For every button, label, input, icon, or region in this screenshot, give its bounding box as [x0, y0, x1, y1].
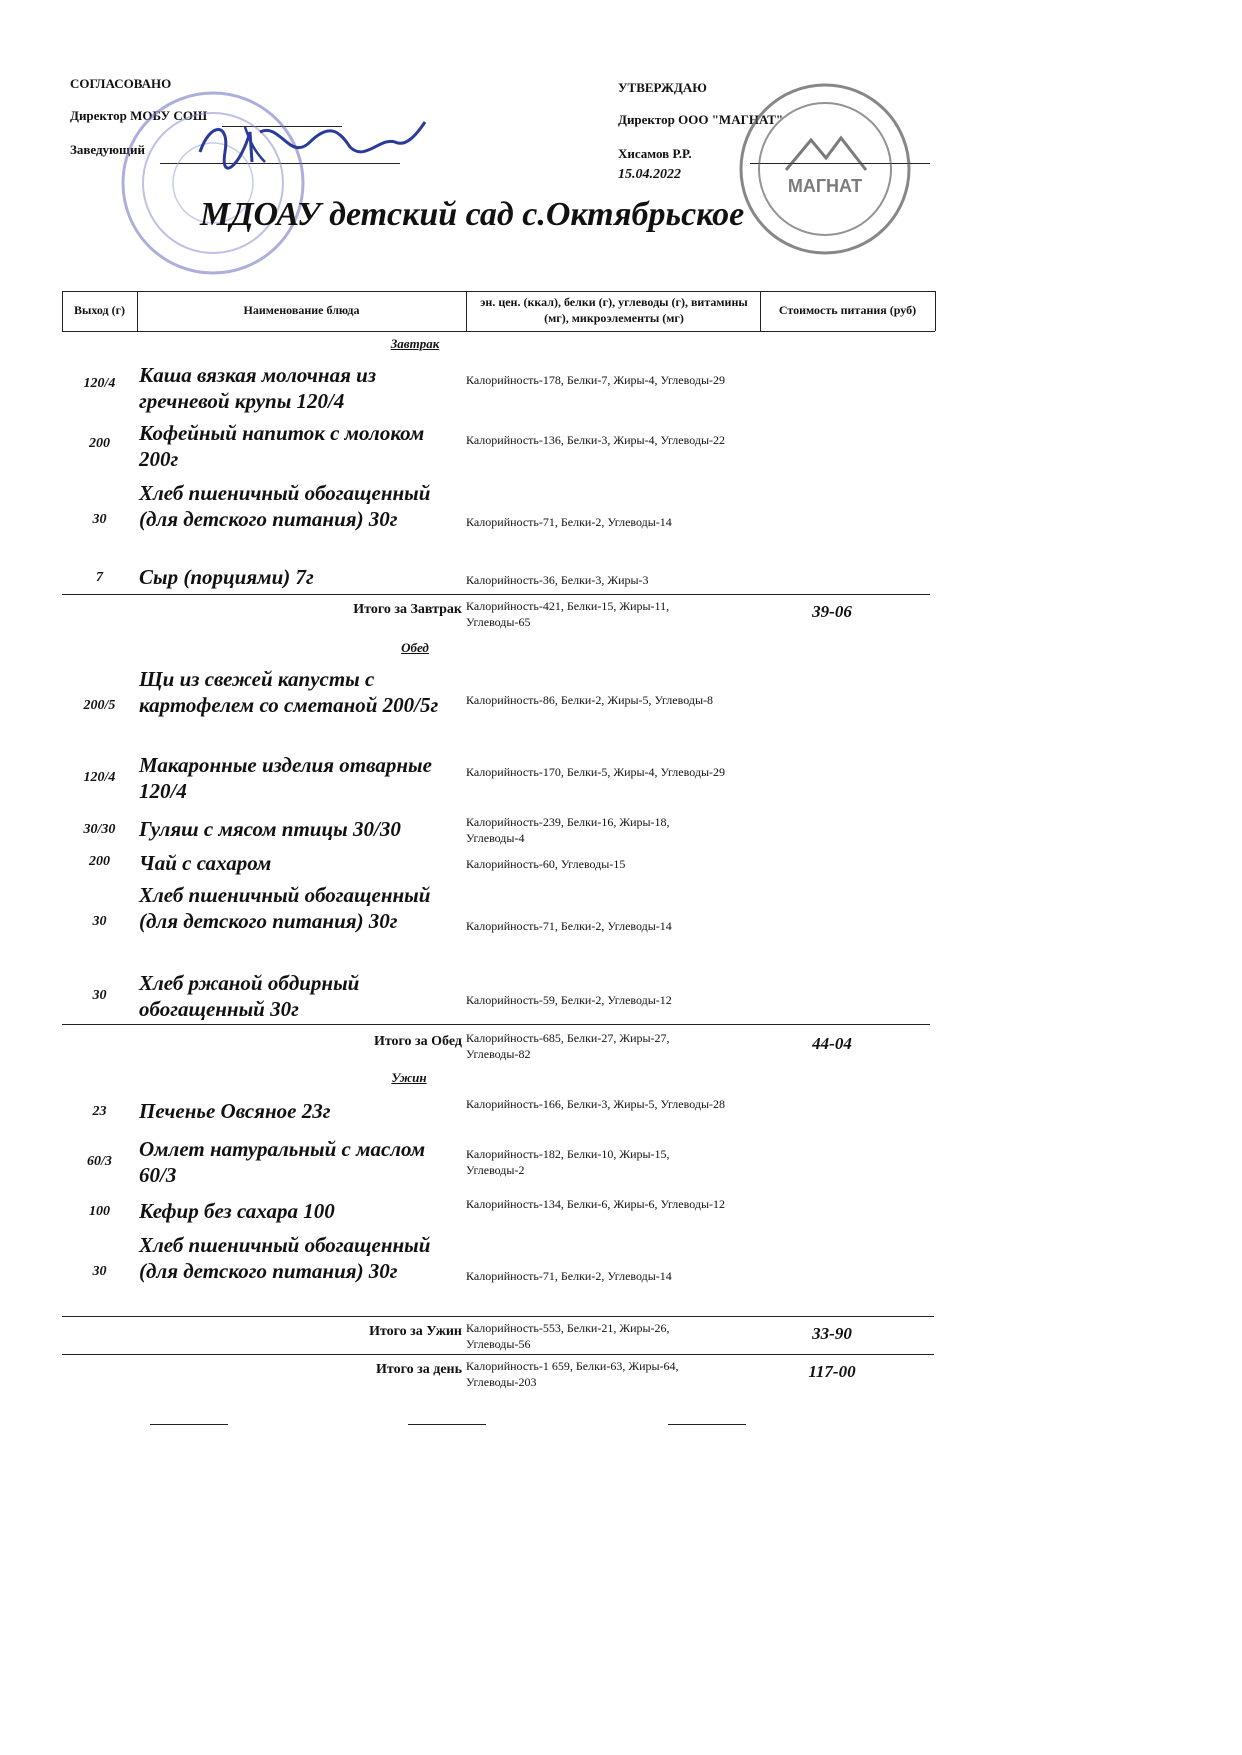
dish-cell: Каша вязкая молочная из гречневой крупы 120/4 — [139, 363, 377, 413]
nutrition-cell: Калорийность-136, Белки-3, Жиры-4, Углеводы-22 — [466, 433, 726, 447]
total-nutrition: Калорийность-421, Белки-15, Жиры-11, Углеводы-65 — [466, 599, 670, 629]
dish-cell: Макаронные изделия отварные 120/4 — [139, 753, 432, 803]
divider — [62, 594, 930, 595]
col-output-header: Выход (г) — [73, 303, 126, 318]
school-director-label: Директор МОБУ СОШ — [70, 108, 208, 123]
dish-cell: Хлеб пшеничный обогащенный (для детского питания) 30г — [139, 481, 431, 531]
approval-date: 15.04.2022 — [618, 167, 681, 182]
output-cell: 200 — [89, 436, 110, 451]
output-cell: 23 — [92, 1104, 107, 1119]
nutrition-cell: Калорийность-166, Белки-3, Жиры-5, Углеводы-28 — [466, 1097, 726, 1111]
col-cost-header: Стоимость питания (руб) — [778, 303, 917, 318]
day-total-cost: 117-00 — [808, 1362, 856, 1381]
divider — [62, 1024, 930, 1025]
output-cell: 7 — [96, 570, 103, 585]
total-label: Итого за Ужин — [369, 1324, 462, 1339]
signature-line — [668, 1424, 746, 1425]
day-total-label: Итого за день — [376, 1362, 462, 1377]
dish-cell: Чай с сахаром — [139, 851, 272, 875]
day-total-nutrition: Калорийность-1 659, Белки-63, Жиры-64, Углеводы-203 — [466, 1359, 679, 1389]
head-label: Заведующий — [70, 142, 145, 157]
dish-cell: Кофейный напиток с молоком 200г — [139, 421, 425, 471]
total-cost: 33-90 — [812, 1324, 852, 1343]
section-lunch-title: Обед — [401, 640, 429, 655]
total-label: Итого за Завтрак — [353, 602, 462, 617]
nutrition-cell: Калорийность-178, Белки-7, Жиры-4, Углеводы-29 — [466, 373, 726, 387]
output-cell: 120/4 — [83, 376, 116, 391]
director-name: Хисамов Р.Р. — [618, 146, 692, 161]
section-dinner-title: Ужин — [391, 1070, 427, 1085]
output-cell: 30 — [92, 512, 107, 527]
company-stamp-icon — [736, 80, 914, 258]
stamp-text: МАГНАТ — [787, 176, 863, 196]
company-director-label: Директор ООО "МАГНАТ" — [618, 112, 784, 127]
approve-label: УТВЕРЖДАЮ — [618, 80, 707, 95]
total-label: Итого за Обед — [373, 1034, 462, 1049]
output-cell: 30 — [92, 914, 107, 929]
nutrition-cell: Калорийность-59, Белки-2, Углеводы-12 — [466, 993, 672, 1007]
total-cost: 44-04 — [812, 1034, 852, 1053]
output-cell: 60/3 — [87, 1154, 112, 1169]
dish-cell: Печенье Овсяное 23г — [139, 1099, 331, 1123]
page-title: МДОАУ детский сад с.Октябрьское — [200, 196, 745, 233]
signature-line — [408, 1424, 486, 1425]
output-cell: 200 — [89, 854, 110, 869]
signature-line — [150, 1424, 228, 1425]
nutrition-cell: Калорийность-170, Белки-5, Жиры-4, Углеводы-29 — [466, 765, 726, 779]
total-cost: 39-06 — [812, 602, 852, 621]
total-nutrition: Калорийность-553, Белки-21, Жиры-26, Углеводы-56 — [466, 1321, 670, 1351]
nutrition-cell: Калорийность-239, Белки-16, Жиры-18, Углеводы-4 — [466, 815, 670, 845]
col-dish-header: Наименование блюда — [243, 303, 360, 318]
nutrition-cell: Калорийность-182, Белки-10, Жиры-15, Углеводы-2 — [466, 1147, 670, 1177]
output-cell: 100 — [89, 1204, 110, 1219]
output-cell: 30/30 — [83, 822, 116, 837]
dish-cell: Сыр (порциями) 7г — [139, 565, 314, 589]
dish-cell: Гуляш с мясом птицы 30/30 — [139, 817, 401, 841]
output-cell: 30 — [92, 1264, 107, 1279]
divider — [62, 1354, 934, 1355]
output-cell: 30 — [92, 988, 107, 1003]
handwritten-signature-icon — [190, 112, 430, 172]
total-nutrition: Калорийность-685, Белки-27, Жиры-27, Углеводы-82 — [466, 1031, 670, 1061]
section-breakfast-title: Завтрак — [390, 336, 440, 351]
nutrition-cell: Калорийность-71, Белки-2, Углеводы-14 — [466, 515, 672, 529]
nutrition-cell: Калорийность-60, Углеводы-15 — [466, 857, 626, 871]
dish-cell: Кефир без сахара 100 — [139, 1199, 335, 1223]
dish-cell: Хлеб ржаной обдирный обогащенный 30г — [139, 971, 360, 1021]
dish-cell: Хлеб пшеничный обогащенный (для детского питания) 30г — [139, 883, 431, 933]
output-cell: 200/5 — [83, 698, 116, 713]
output-cell: 120/4 — [83, 770, 116, 785]
nutrition-cell: Калорийность-36, Белки-3, Жиры-3 — [466, 573, 649, 587]
dish-cell: Омлет натуральный с маслом 60/3 — [139, 1137, 426, 1187]
nutrition-cell: Калорийность-86, Белки-2, Жиры-5, Углеводы-8 — [466, 693, 714, 707]
nutrition-cell: Калорийность-71, Белки-2, Углеводы-14 — [466, 1269, 672, 1283]
col-nutrition-header: эн. цен. (ккал), белки (г), углеводы (г), витамины (мг), микроэлементы (мг) — [480, 295, 748, 325]
approved-label: СОГЛАСОВАНО — [70, 76, 172, 91]
nutrition-cell: Калорийность-71, Белки-2, Углеводы-14 — [466, 919, 672, 933]
divider — [62, 1316, 934, 1317]
dish-cell: Щи из свежей капусты с картофелем со сметаной 200/5г — [139, 667, 439, 717]
dish-cell: Хлеб пшеничный обогащенный (для детского питания) 30г — [139, 1233, 431, 1283]
nutrition-cell: Калорийность-134, Белки-6, Жиры-6, Углеводы-12 — [466, 1197, 726, 1211]
